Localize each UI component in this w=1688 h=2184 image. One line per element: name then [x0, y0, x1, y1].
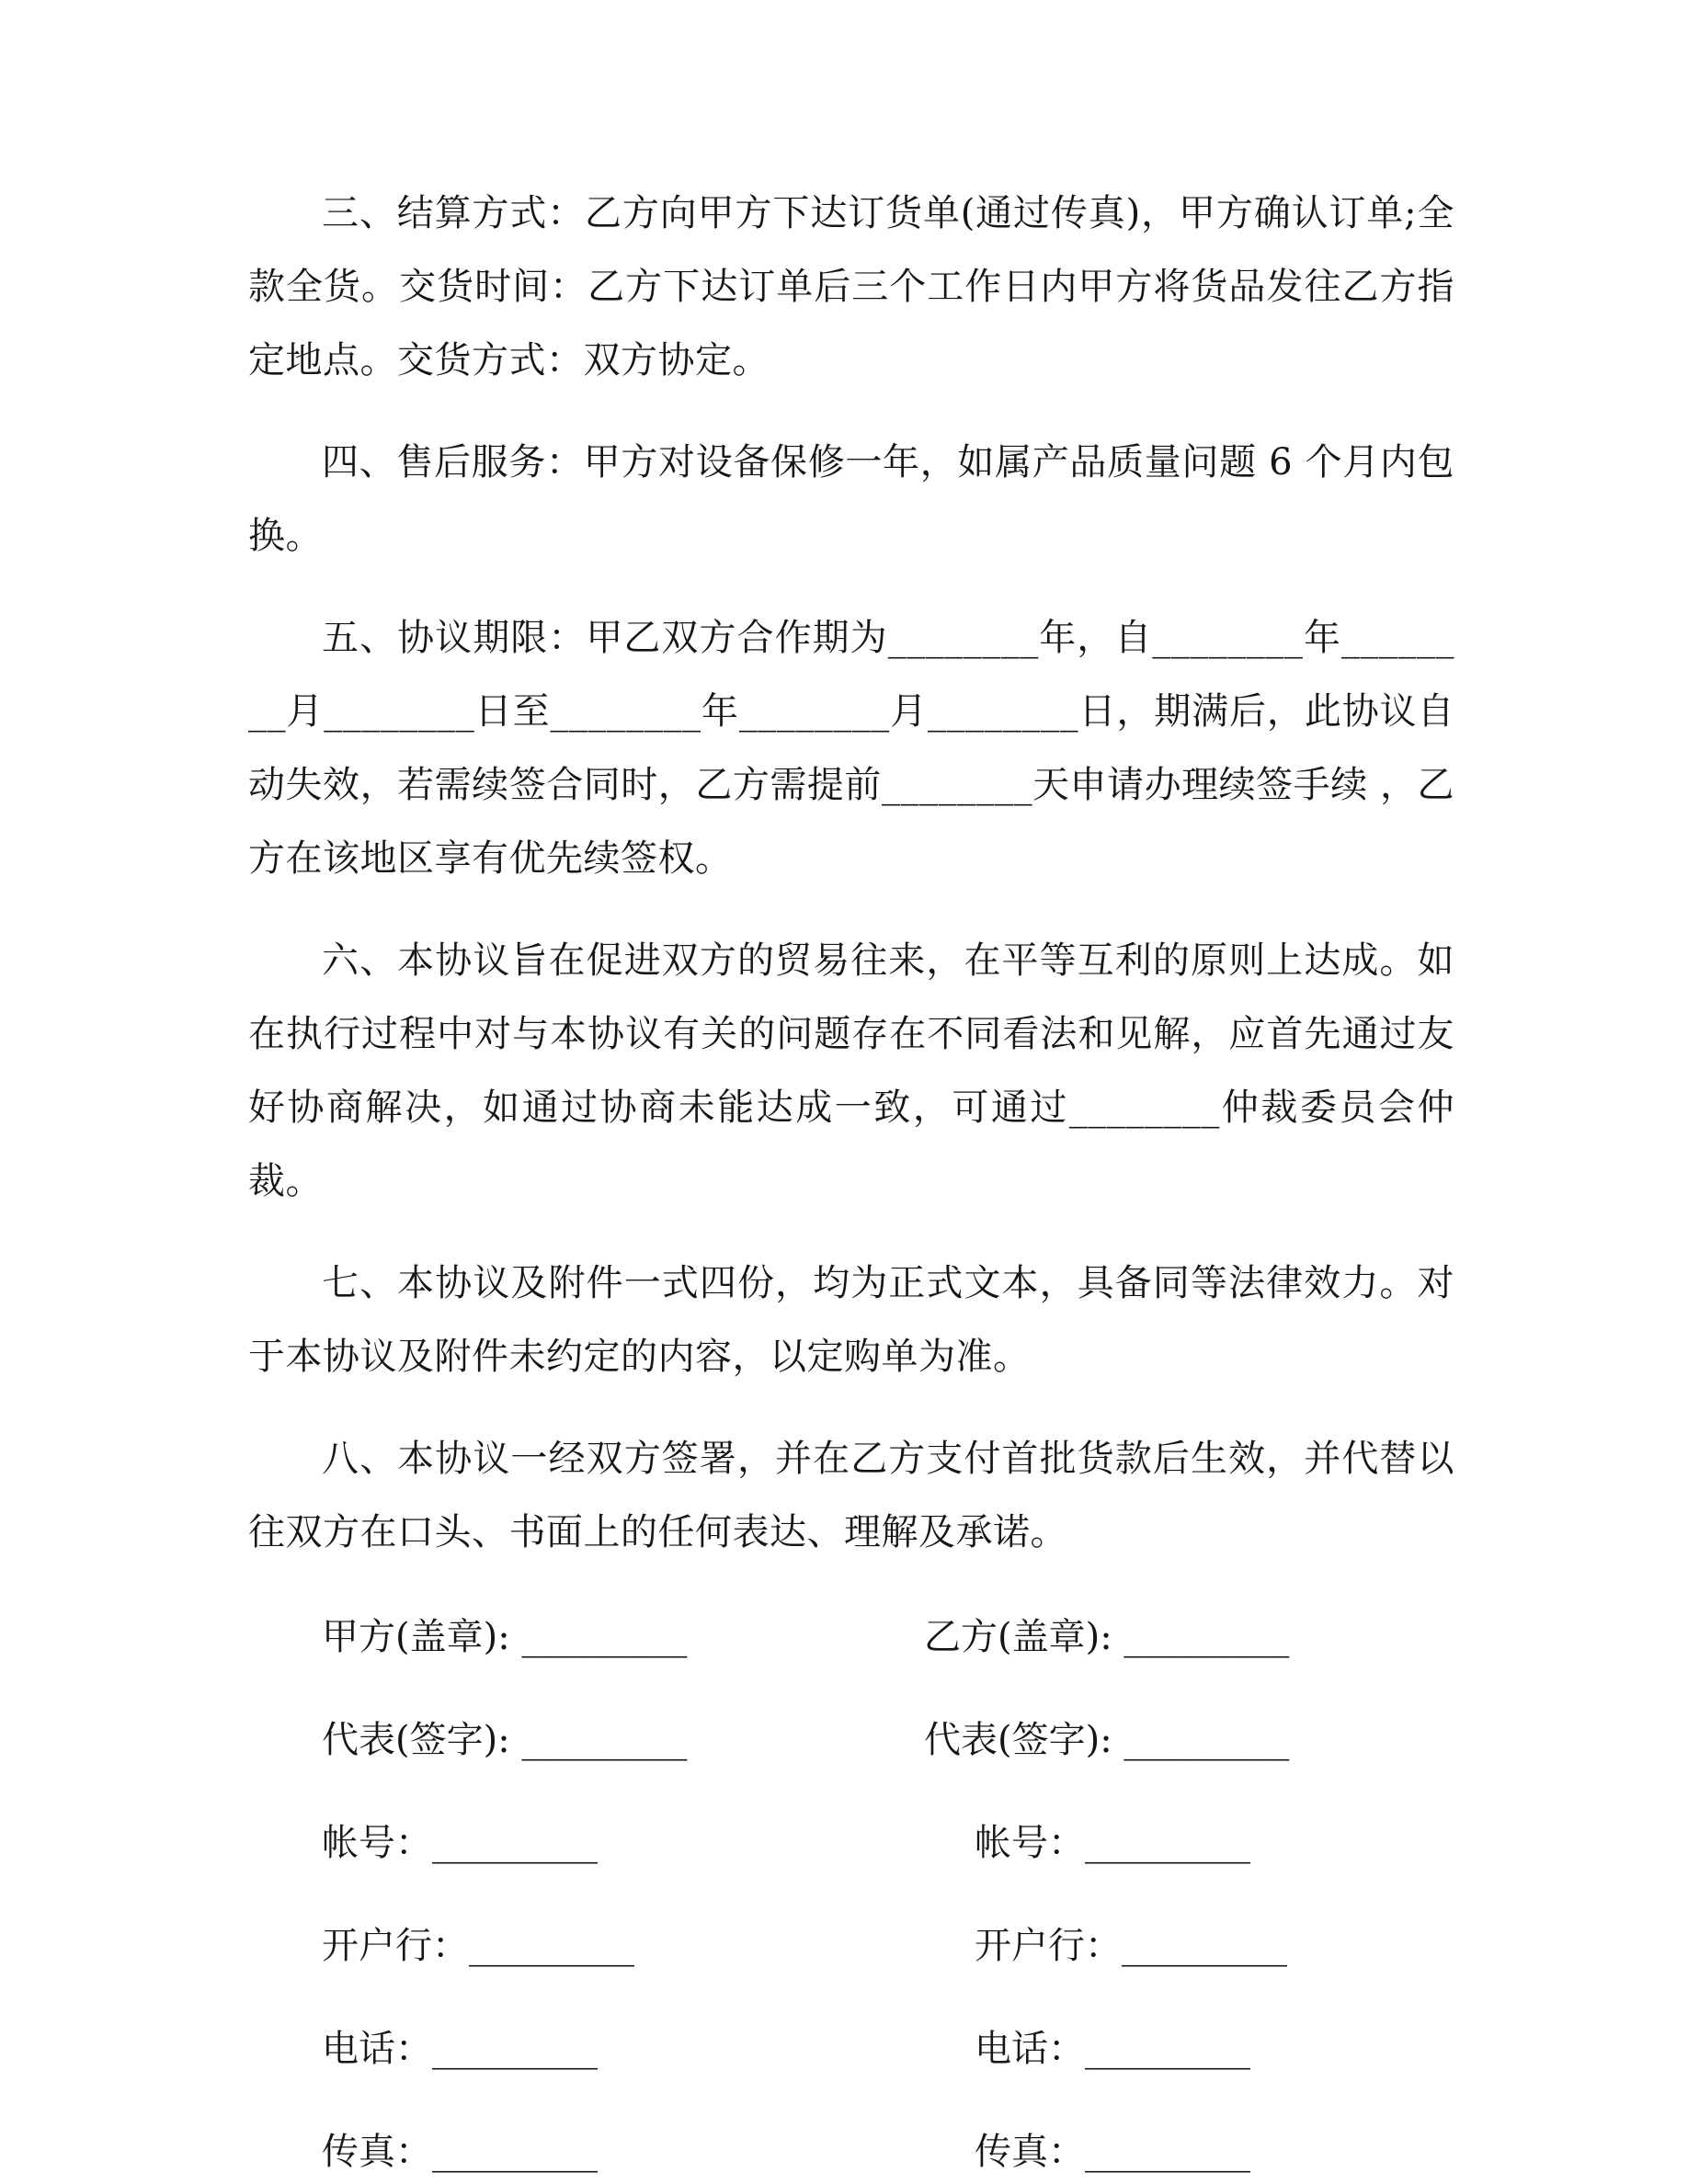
party-b-fax-field: 传真：_________: [975, 2131, 1250, 2173]
signature-row-seal: [248, 1600, 1454, 1674]
party-b-representative-signature-field: 代表(签字): _________: [924, 1719, 1290, 1761]
party-a-phone-field: 电话：_________: [322, 2028, 598, 2070]
contract-clause-after-sales: 四、售后服务：甲方对设备保修一年，如属产品质量问题 6 个月内包换。: [248, 441, 1454, 557]
party-b-phone-field: 电话：_________: [975, 2028, 1250, 2070]
party-b-seal-field: 乙方(盖章): _________: [924, 1616, 1290, 1658]
signature-row-bank: [248, 1909, 1454, 1983]
signature-row-fax: [248, 2115, 1454, 2184]
signature-block: [248, 1600, 1454, 2184]
party-a-seal-field: 甲方(盖章): _________: [322, 1616, 688, 1658]
party-b-bank-field: 开户行：_________: [975, 1925, 1287, 1967]
contract-clause-term: 五、协议期限：甲乙双方合作期为________年，自________年________月________日至________年________月________日，期满后，此协议自动失效，若需续签合同时，乙方需提前________天申请办理续签手续 ，乙方在该地区享有优先续签权。: [248, 617, 1454, 880]
party-b-account-number-field: 帐号：_________: [975, 1822, 1250, 1864]
party-a-representative-signature-field: 代表(签字): _________: [322, 1719, 688, 1761]
party-a-account-number-field: 帐号：_________: [322, 1822, 598, 1864]
party-a-bank-field: 开户行：_________: [322, 1925, 634, 1967]
document-body: [248, 176, 1454, 2184]
contract-clause-settlement: 三、结算方式：乙方向甲方下达订货单(通过传真)，甲方确认订单;全款全货。交货时间：乙方下达订单后三个工作日内甲方将货品发往乙方指定地点。交货方式：双方协定。: [248, 192, 1454, 381]
contract-clause-copies: 七、本协议及附件一式四份，均为正式文本，具备同等法律效力。对于本协议及附件未约定的内容，以定购单为准。: [248, 1262, 1454, 1378]
signature-row-representative: [248, 1703, 1454, 1777]
signature-row-phone: [248, 2012, 1454, 2086]
signature-row-account-number: [248, 1806, 1454, 1880]
contract-clause-dispute-resolution: 六、本协议旨在促进双方的贸易往来，在平等互利的原则上达成。如在执行过程中对与本协议有关的问题存在不同看法和见解，应首先通过友好协商解决，如通过协商未能达成一致，可通过________仲裁委员会仲裁。: [248, 939, 1454, 1202]
contract-clause-effectiveness: 八、本协议一经双方签署，并在乙方支付首批货款后生效，并代替以往双方在口头、书面上的任何表达、理解及承诺。: [248, 1438, 1454, 1553]
party-a-fax-field: 传真：_________: [322, 2131, 598, 2173]
